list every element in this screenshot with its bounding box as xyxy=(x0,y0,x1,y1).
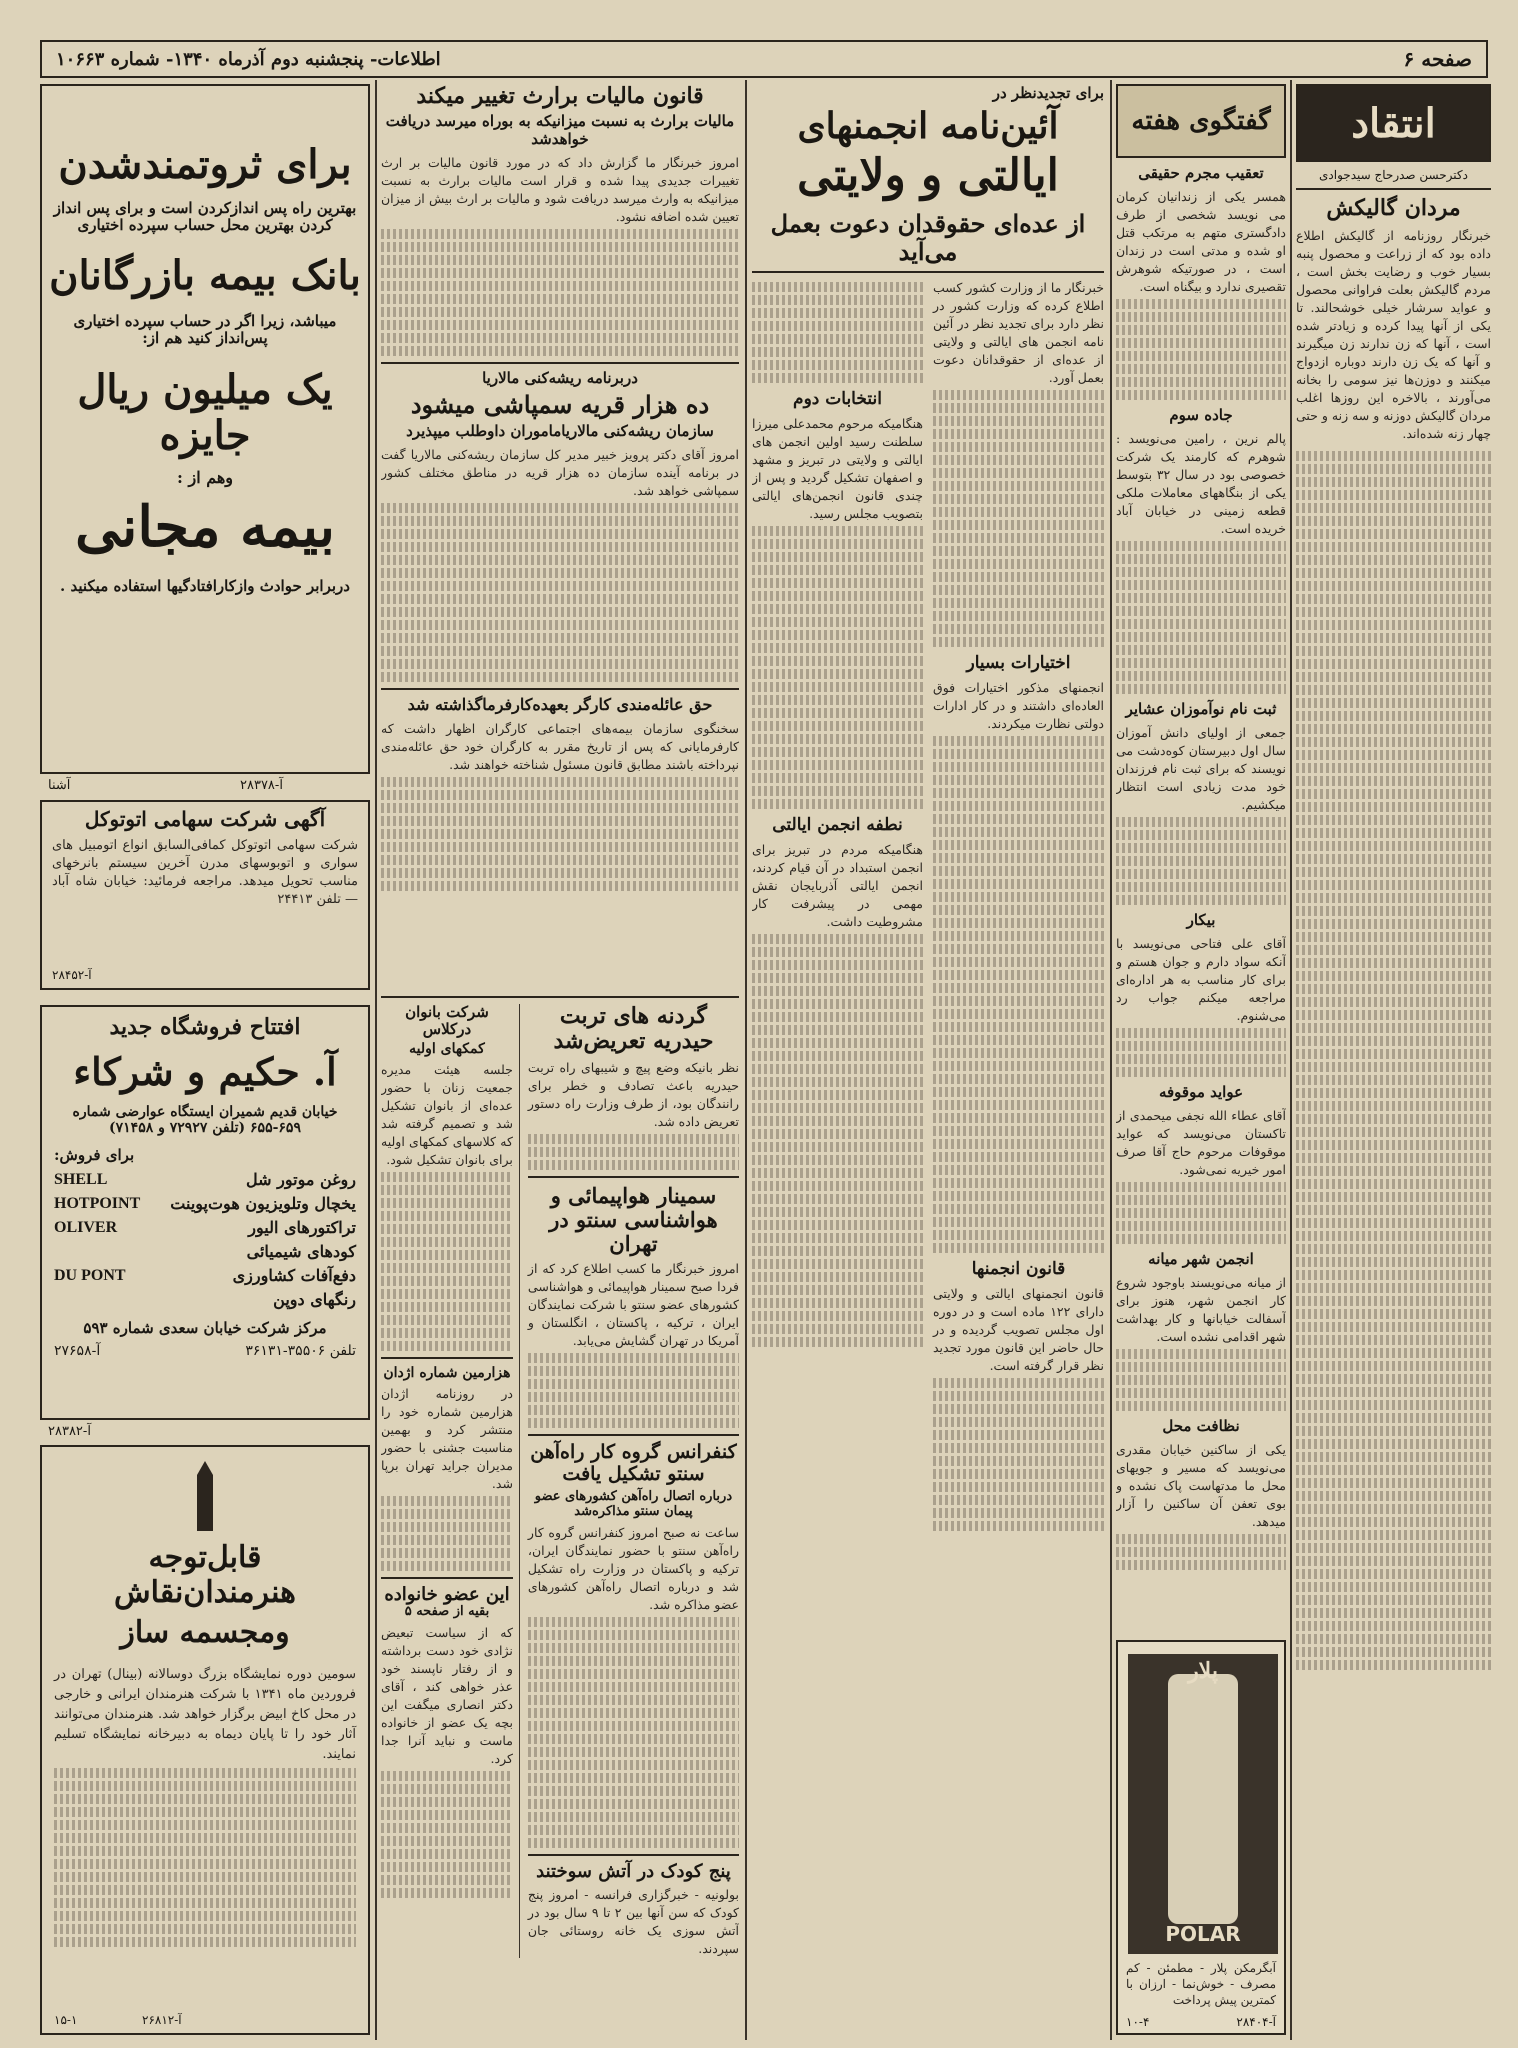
malaria-body: امروز آقای دکتر پرویز خبیر مدیر کل سازمان ریشه‌کنی مالاریا گفت در برنامه آینده سازمان ده هزار قریه در مناطق مختلف کشور سمپاشی خواهد شد. xyxy=(381,446,739,498)
shop-code: آ-۲۷۶۵۸ xyxy=(54,1343,101,1360)
conference-body: ساعت نه صبح امروز کنفرانس گروه کار راه‌آهن سنتو با حضور نمایندگان ایران، ترکیه و پاکستان در وزارت راه تشکیل شد و درباره اتصال راه‌آهن کشورهای عضو مذاکره شد. xyxy=(527,1524,739,1612)
s7-title: نظافت محل xyxy=(1162,1417,1240,1435)
enteghad-logo: انتقاد xyxy=(1296,84,1491,162)
banovan-subtitle: کمکهای اولیه xyxy=(409,1040,485,1057)
anjoman-sec4: قانون انجمنها xyxy=(971,1259,1066,1280)
goftogoo-logo: گفتگوی هفته xyxy=(1116,84,1286,158)
art-title-2: ومجسمه ساز xyxy=(120,1615,290,1650)
column-divider xyxy=(375,80,377,2040)
s2-body: پالم نرین ، رامین می‌نویسد : شوهرم که کارمند یک شرکت خصوصی بود در سال ۳۲ بتوسط یکی از بنگاههای معاملات ملکی قطعه زمینی در خیابان آباد خریده است. xyxy=(1116,431,1286,536)
s4-title: بیکار xyxy=(1186,911,1216,929)
divider xyxy=(381,1577,513,1579)
child-title: پنج کودک در آتش سوختند xyxy=(536,1860,731,1882)
divider xyxy=(752,271,1104,273)
torbat-title: گردنه های تربت حیدریه تعریض‌شد xyxy=(553,1003,714,1055)
shop-item xyxy=(54,1192,356,1216)
maliat-body: امروز خبرنگار ما گزارش داد که در مورد قانون مالیات بر ارث تغییرات جدیدی پیدا شده و قرار است مالیات برارث به نسبت میزانیکه به وارث میرسد دریافت شود و مالیات بر ارث بیش از میزان تعیین شده اضافه نشود. xyxy=(381,154,739,224)
anjoman-sec3: اختیارات بسیار xyxy=(966,653,1071,674)
haq-body: سخنگوی سازمان بیمه‌های اجتماعی کارگران اظهار داشت که کارفرمایانی که پس از تاریخ مقرر به کارگران خود حق عائله‌مندی نپرداخته باشند مطابق قانون مسئول شناخته خواهند شد. xyxy=(381,721,739,773)
divider xyxy=(528,1854,739,1856)
s3-body: جمعی از اولیای دانش آموزان سال اول دبیرستان کوه‌دشت می نویسند که برای ثبت نام فرزندان خود مدت زیادی است انتظار میکشیم. xyxy=(1116,725,1286,812)
s7-body: یکی از ساکنین خیابان مقدری می‌نویسد که مسیر و جویهای محل ما مدتهاست پاک نشده و بوی تعفن آن ساکنین را آزار میدهد. xyxy=(1116,1442,1286,1529)
art-body: سومین دوره نمایشگاه بزرگ دوسالانه (بینال) تهران در فروردین ماه ۱۳۴۱ با شرکت هنرمندان ایرانی و خارجی در محل کاخ ابیض برگزار خواهد شد. هنرمندان می‌توانند آثار خود را تا پایان دیماه به دبیرخانه نمایشگاه تسلیم نمایند. xyxy=(54,1666,356,1762)
divider xyxy=(528,1434,739,1436)
heater-icon xyxy=(1168,1674,1238,1924)
shop-item-brand: HOTPOINT xyxy=(54,1195,141,1213)
azan-title: هزارمین شماره اژدان xyxy=(383,1364,511,1381)
shop-item xyxy=(54,1168,356,1192)
conference-title: کنفرانس گروه کار راه‌آهن سنتو تشکیل یافت xyxy=(530,1441,737,1485)
ozv-subtitle: بقیه از صفحه ۵ xyxy=(404,1604,490,1620)
s3-title: ثبت نام نوآموزان عشایر xyxy=(1125,700,1277,718)
auto-ad-title: آگهی شرکت سهامی اتوتوکل xyxy=(84,807,326,831)
divider xyxy=(381,688,739,690)
page-header xyxy=(40,40,1488,78)
anjoman-kicker: برای تجدیدنظر در xyxy=(992,84,1104,102)
anjoman-body-2: هنگامیکه مرحوم محمدعلی میرزا سلطنت رسید اولین انجمن های ایالتی و ولایتی در تبریز و مشهد و اصفهان تشکیل گردید و پس از چندی قانون انجمن‌های ایالتی بتصویب مجلس رسید. xyxy=(752,416,923,522)
s4-body: آقای علی فتاحی می‌نویسد با آنکه سواد دارم و جوان هستم و برای کار مناسب به هر اداره‌ای مراجعه میکنم جواب رد می‌شنوم. xyxy=(1116,936,1286,1023)
bank-ad-title: برای ثروتمندشدن xyxy=(58,141,352,188)
divider xyxy=(528,1176,739,1178)
malaria-kicker: دربرنامه ریشه‌کنی مالاریا xyxy=(482,368,638,387)
anjoman-col-b xyxy=(752,279,923,1534)
shop-item xyxy=(54,1240,356,1264)
bank-prize: یک میلیون ریال جایزه xyxy=(77,366,333,459)
maliat-subtitle: مالیات برارث به نسبت میزانیکه به بوراه میرسد دریافت خواهدشد xyxy=(385,112,735,148)
enteghad-column xyxy=(1296,84,1491,2044)
maliat-column xyxy=(381,84,739,984)
art-ad xyxy=(40,1445,370,2035)
polar-body: آبگرمکن پلار - مطمئن - کم مصرف - خوش‌نما - ارزان با کمترین پیش پرداخت xyxy=(1126,1961,1276,2007)
divider xyxy=(381,362,739,364)
s6-body: از میانه می‌نویسند باوجود شروع کار انجمن شهر، هنوز برای آسفالت خیابانها و کار بهداشت شهر اقدامی نشده است. xyxy=(1116,1275,1286,1344)
s2-title: جاده سوم xyxy=(1169,406,1233,424)
s1-title: تعقیب مجرم حقیقی xyxy=(1138,164,1264,182)
enteghad-body: خبرنگار روزنامه از گالیکش اطلاع داده بود که از زراعت و محصول پنبه بسیار خوب و رضایت بخش است ، مردم گالیکش بعلت فراوانی محصول و عواید سرشار خیلی خوشحالند. تا یکی از آنها پیدا کرده و زیادتر شده است ، آنها که زن ندارند زن میگیرند و آنها که یک زن دارند دوباره ازدواج میکنند و دوزن‌ها نیز سومی را بخانه می‌آورند ، بالاخره این روزها اغلب مردان گالیکش دوزنه و سه زنه و حتی چهار زنه شده‌اند. xyxy=(1296,228,1491,442)
shop-ad xyxy=(40,1005,370,1420)
art-code: آ-۲۶۸۱۲ xyxy=(142,2013,182,2027)
shop-item-fa: کودهای شیمیائی xyxy=(246,1242,356,1262)
ozv-title: این عضو خانواده xyxy=(384,1583,510,1605)
s5-body: آقای عطاء الله نجفی میحمدی از تاکستان می‌نویسد که عواید موقوفات مرحوم حاج آقا صرف امور خیریه نمی‌شود. xyxy=(1116,1108,1286,1177)
bank-ad xyxy=(40,84,370,774)
art-code2: ۱۵-۱ xyxy=(54,2013,78,2027)
s1-body: همسر یکی از زندانیان کرمان می نویسد شخصی از طرف دادگستری متهم به مرتکب قتل او شده و مدتی است در زندان است ، در صورتیکه شوهرش تقصیری ندارد و بیگناه است. xyxy=(1116,189,1286,294)
torbat-body: نظر بانیکه وضع پیچ و شیبهای راه تربت حیدریه باعث تصادف و خطر برای رانندگان بود، از طرف وزارت راه دستور تعریض داده شد. xyxy=(527,1059,739,1129)
anjoman-subtitle: از عده‌ای حقوقدان دعوت بعمل می‌آید xyxy=(770,208,1086,266)
shop-item-fa: تراکتورهای الیور xyxy=(248,1218,356,1238)
banovan-title: شرکت بانوان درکلاس xyxy=(405,1003,489,1039)
shop-phone: تلفن ۳۵۵۰۶-۳۶۱۳۱ xyxy=(245,1343,356,1360)
anjoman-body-5: قانون انجمنهای ایالتی و ولایتی دارای ۱۲۲ ماده است و در دوره اول مجلس تصویب گردیده و در حال حاضر این قانون مورد تجدید نظر قرار گرفته است. xyxy=(933,1286,1104,1374)
divider xyxy=(381,1357,513,1359)
s5-title: عواید موقوفه xyxy=(1158,1083,1244,1101)
anjoman-body-4: انجمنهای مذکور اختیارات فوق العاده‌ای داشتند و در کار ادارات دولتی نظارت میکردند. xyxy=(933,680,1104,732)
water-heater-image xyxy=(1128,1654,1278,1954)
shop-items xyxy=(54,1168,356,1312)
polar-brand: POLAR xyxy=(1165,1922,1241,1946)
divider xyxy=(1296,188,1491,190)
seminar-body: امروز خبرنگار ما کسب اطلاع کرد که از فردا صبح سمینار هواپیمائی و هواشناسی کشورهای عضو سنتو با شرکت نمایندگان ایران ، ترکیه ، پاکستان ، انگلستان و آمریکا در تهران گشایش می‌یابد. xyxy=(527,1261,739,1349)
anjoman-col-a xyxy=(933,279,1104,1534)
shop-name: آ. حکیم و شرکاء xyxy=(73,1049,337,1095)
shop-sales-label: برای فروش: xyxy=(54,1146,135,1165)
text-filler xyxy=(1296,451,1491,1670)
auto-ad-code: آ-۲۸۴۵۲ xyxy=(52,968,92,982)
column-divider xyxy=(1110,80,1112,2040)
page-number: صفحه ۶ xyxy=(1403,47,1472,71)
anjoman-column xyxy=(752,84,1104,2034)
maliat-title: قانون مالیات برارث تغییر میکند xyxy=(416,84,704,109)
middle-lower xyxy=(381,990,739,2035)
enteghad-author: دکترحسن صدرحاج سیدجوادی xyxy=(1319,168,1468,182)
shop-item-fa: دفع‌آفات کشاورزی xyxy=(232,1266,356,1286)
polar-ad xyxy=(1116,1640,1286,2035)
malaria-subtitle: سازمان ریشه‌کنی مالاریاماموران داوطلب میپذیرد xyxy=(406,421,714,440)
shop-center: مرکز شرکت خیابان سعدی شماره ۵۹۳ xyxy=(83,1319,327,1338)
auto-ad-body: شرکت سهامی اتوتوکل کمافی‌السابق انواع اتومبیل های سواری و اتوبوسهای مدرن آخرین سیستم بانرخهای مناسب تحویل میدهد. مراجعه فرمائید: خیابان شاه آباد — تلفن ۲۴۴۱۳ xyxy=(52,838,358,907)
polar-fa-brand: پلار xyxy=(1188,1658,1218,1684)
haq-title: حق عائله‌مندی کارگر بعهده‌کارفرماگذاشته شد xyxy=(407,694,713,714)
polar-code2: ۱۰-۴ xyxy=(1126,2015,1150,2029)
torbat-seminar xyxy=(528,1004,739,1958)
bank-ad-line1: بهترین راه پس اندازکردن است و برای پس انداز کردن بهترین محل حساب سپرده اختیاری xyxy=(53,199,357,235)
child-body: بولونیه - خبرگزاری فرانسه - امروز پنج کودک که سن آنها بین ۲ تا ۹ سال بود در آتش سوزی یک خانه روستائی جان سپردند. xyxy=(527,1887,739,1957)
divider xyxy=(381,996,739,998)
art-title-1: قابل‌توجه هنرمندان‌نقاش xyxy=(114,1540,296,1610)
auto-ad xyxy=(40,800,370,990)
column-divider xyxy=(745,80,747,2040)
shop-item xyxy=(54,1288,356,1312)
shop-ad-title: افتتاح فروشگاه جدید xyxy=(109,1014,301,1040)
statue-icon xyxy=(185,1461,225,1531)
shop-item-brand: OLIVER xyxy=(54,1219,118,1237)
bank-code-b: آشنا xyxy=(48,778,71,793)
ozv-body: که از سیاست تبعیض نژادی خود دست برداشته و از رفتار ناپسند خود عذر خواهی کند ، آقای دکتر انصاری میگفت این بچه یک عضو از خانواده ماست و نباید آنرا جدا کرد. xyxy=(381,1625,513,1767)
bank-ad-line4: دربرابر حوادث وازکارافتادگیها استفاده میکنید . xyxy=(60,576,350,595)
column-divider xyxy=(1290,80,1292,2040)
shop-item-fa: رنگهای دوپن xyxy=(273,1290,356,1310)
bank-name: بانک بیمه بازرگانان xyxy=(49,251,361,299)
anjoman-body-3: هنگامیکه مردم در تبریز برای انجمن استبداد در آن قیام کردند، انجمن ایالتی آذربایجان نقش مهمی در پیشرفت کار مشروطیت داشت. xyxy=(752,842,923,930)
anjoman-sec2: نطفه انجمن ایالتی xyxy=(772,815,903,836)
anjoman-title-1: آئین‌نامه انجمنهای xyxy=(797,105,1059,147)
shop-code2: آ-۲۸۳۸۲ xyxy=(48,1424,91,1439)
shop-item-fa: روغن موتور شل xyxy=(246,1170,356,1190)
banovan-body: جلسه هیئت مدیره جمعیت زنان با حضور عده‌ای از بانوان تشکیل شد و تصمیم گرفته شد که کلاسهای کمکهای اولیه برای بانوان تشکیل شود. xyxy=(381,1061,513,1167)
bank-code-a: آ-۲۸۳۷۸ xyxy=(240,778,283,793)
anjoman-sec1: انتخابات دوم xyxy=(793,389,882,410)
azan-body: در روزنامه اژدان هزارمین شماره خود را منتشر کرد و بهمین مناسبت جشنی با حضور مدیران جراید تهران برپا شد. xyxy=(381,1385,513,1491)
shop-item xyxy=(54,1216,356,1240)
anjoman-title-2: ایالتی و ولایتی xyxy=(797,150,1059,202)
seminar-title: سمینار هواپیمائی و هواشناسی سنتو در تهران xyxy=(549,1182,718,1256)
conference-subtitle: درباره اتصال راه‌آهن کشورهای عضو پیمان سنتو مذاکره‌شد xyxy=(534,1488,733,1519)
shop-item-brand: DU PONT xyxy=(54,1267,126,1285)
polar-code: آ-۲۸۴۰۴ xyxy=(1236,2015,1276,2029)
banovan-column xyxy=(381,1004,520,1958)
malaria-title: ده هزار قریه سمپاشی میشود xyxy=(410,390,710,420)
bank-ad-line2: میباشد، زیرا اگر در حساب سپرده اختیاری پس‌انداز کنید هم از: xyxy=(73,311,337,347)
anjoman-body-1: خبرنگار ما از وزارت کشور کسب اطلاع کرده که وزارت کشور در نظر دارد برای تجدید نظر در آئین نامه انجمن های ایالتی و ولایتی از عده‌ای از حقوقدانان دعوت بعمل آورد. xyxy=(933,280,1104,386)
enteghad-title: مردان گالیکش xyxy=(1326,195,1461,221)
shop-item-brand: SHELL xyxy=(54,1171,108,1189)
shop-item xyxy=(54,1264,356,1288)
shop-address: خیابان قدیم شمیران ایستگاه عوارضی شماره ۶۵۹-۶۵۵ (تلفن ۷۲۹۲۷ و ۷۱۴۵۸) xyxy=(72,1103,338,1137)
s6-title: انجمن شهر میانه xyxy=(1148,1250,1254,1268)
bank-free-insurance: بیمه مجانی xyxy=(75,494,335,561)
issue-line: اطلاعات- پنجشنبه دوم آذرماه ۱۳۴۰- شماره ۱۰۶۶۳ xyxy=(56,48,441,70)
shop-item-fa: یخچال وتلویزیون هوت‌پوینت xyxy=(170,1194,356,1214)
bank-ad-line3: وهم از : xyxy=(176,468,234,487)
